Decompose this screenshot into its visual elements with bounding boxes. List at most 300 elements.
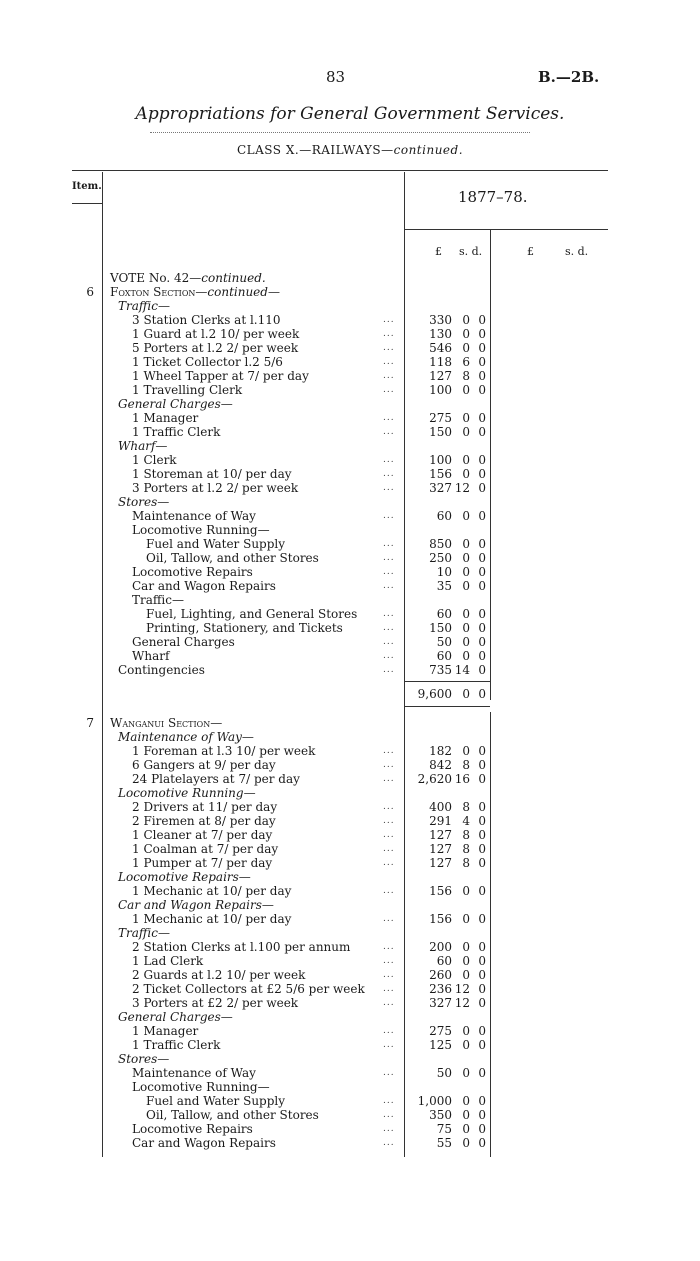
table-row — [0, 411, 700, 425]
row-description: Locomotive Running— — [132, 1080, 270, 1094]
table-row — [0, 649, 700, 663]
table-row — [0, 425, 700, 439]
item-header-rule — [72, 203, 102, 204]
amount-pence: 0 — [478, 814, 486, 828]
amount-shillings: 14 — [454, 663, 470, 677]
amount-shillings: 0 — [462, 607, 470, 621]
row-description: Fuel and Water Supply — [146, 537, 286, 551]
table-row — [0, 551, 700, 565]
amount-pounds: 182 — [429, 744, 452, 758]
amount-shillings: 0 — [462, 1024, 470, 1038]
table-row — [0, 313, 700, 327]
amount-pence: 0 — [478, 425, 486, 439]
amount-pounds: 150 — [429, 621, 452, 635]
amount-pounds: 200 — [429, 940, 452, 954]
table-row — [0, 1024, 700, 1038]
table-row — [0, 383, 700, 397]
row-description: 1 Storeman at 10/ per day — [132, 467, 292, 481]
leader-dots: ... — [383, 802, 395, 812]
table-row — [0, 1080, 700, 1094]
amount-pounds: 250 — [429, 551, 452, 565]
leader-dots: ... — [383, 760, 395, 770]
amount-shillings: 0 — [462, 912, 470, 926]
amount-pounds: 127 — [429, 842, 452, 856]
table-row — [0, 870, 700, 884]
leader-dots: ... — [383, 816, 395, 826]
table-row — [0, 1066, 700, 1080]
leader-dots: ... — [383, 1110, 395, 1120]
amount-shillings: 16 — [454, 772, 470, 786]
leader-dots: ... — [383, 315, 395, 325]
item-number: 7 — [86, 716, 94, 730]
leader-dots: ... — [383, 343, 395, 353]
table-row — [0, 1038, 700, 1052]
year-header-rule — [404, 229, 608, 230]
amount-pence: 0 — [478, 1024, 486, 1038]
leader-dots: ... — [383, 427, 395, 437]
amount-pence: 0 — [478, 758, 486, 772]
table-row — [0, 341, 700, 355]
amount-pounds: 60 — [436, 954, 452, 968]
amount-shillings: 0 — [462, 537, 470, 551]
leader-dots: ... — [383, 858, 395, 868]
row-description: 2 Station Clerks at l.100 per annum — [132, 940, 351, 954]
amount-shillings: 0 — [462, 649, 470, 663]
row-description: Traffic— — [132, 593, 184, 607]
amount-pounds: 350 — [429, 1108, 452, 1122]
row-description: 1 Travelling Clerk — [132, 383, 243, 397]
amount-shillings: 8 — [462, 828, 470, 842]
amount-pence: 0 — [478, 453, 486, 467]
table-row — [0, 954, 700, 968]
row-description: 1 Wheel Tapper at 7/ per day — [132, 369, 309, 383]
row-description: Foxton Section—continued— — [110, 285, 280, 299]
row-description: 24 Platelayers at 7/ per day — [132, 772, 300, 786]
leader-dots: ... — [383, 914, 395, 924]
table-row — [0, 1108, 700, 1122]
table-row — [0, 271, 700, 285]
amount-pounds: 127 — [429, 856, 452, 870]
leader-dots: ... — [383, 746, 395, 756]
amount-pence: 0 — [478, 1038, 486, 1052]
table-row — [0, 523, 700, 537]
document-reference: B.—2B. — [538, 68, 600, 86]
table-row — [0, 509, 700, 523]
amount-pounds: 100 — [429, 453, 452, 467]
table-row — [0, 537, 700, 551]
row-description: Contingencies — [118, 663, 205, 677]
amount-pounds: 127 — [429, 369, 452, 383]
row-description: Stores— — [118, 1052, 170, 1066]
amount-pounds: 125 — [429, 1038, 452, 1052]
table-row — [0, 663, 700, 677]
amount-shillings: 0 — [462, 1038, 470, 1052]
amount-shillings: 0 — [462, 425, 470, 439]
amount-pence: 0 — [478, 828, 486, 842]
amount-shillings: 0 — [462, 467, 470, 481]
amount-pounds: 156 — [429, 884, 452, 898]
amount-shillings: 0 — [462, 411, 470, 425]
amount-pence: 0 — [478, 327, 486, 341]
table-row — [0, 926, 700, 940]
row-description: Locomotive Repairs — [132, 565, 253, 579]
table-row — [0, 898, 700, 912]
row-description: 2 Firemen at 8/ per day — [132, 814, 276, 828]
amount-pounds: 275 — [429, 1024, 452, 1038]
table-row — [0, 299, 700, 313]
amount-shillings: 8 — [462, 800, 470, 814]
amount-pence: 0 — [478, 579, 486, 593]
amount-pence: 0 — [478, 635, 486, 649]
row-description: 1 Lad Clerk — [132, 954, 204, 968]
amount-shillings: 0 — [462, 1122, 470, 1136]
amount-shillings: 4 — [462, 814, 470, 828]
amount-shillings: 8 — [462, 369, 470, 383]
amount-pounds: 2,620 — [417, 772, 452, 786]
amount-pounds: 150 — [429, 425, 452, 439]
row-description: 2 Drivers at 11/ per day — [132, 800, 278, 814]
leader-dots: ... — [383, 942, 395, 952]
leader-dots: ... — [383, 637, 395, 647]
amount-shillings: 0 — [462, 453, 470, 467]
amount-shillings: 0 — [462, 884, 470, 898]
amount-shillings: 0 — [462, 687, 470, 701]
row-description: Fuel, Lighting, and General Stores — [146, 607, 358, 621]
row-description: Wharf— — [118, 439, 168, 453]
amount-pounds: 156 — [429, 467, 452, 481]
row-description: Locomotive Running— — [132, 523, 270, 537]
row-description: 1 Coalman at 7/ per day — [132, 842, 279, 856]
amount-pence: 0 — [478, 551, 486, 565]
table-row — [0, 687, 700, 701]
leader-dots: ... — [383, 371, 395, 381]
amount-shillings: 0 — [462, 968, 470, 982]
leader-dots: ... — [383, 956, 395, 966]
amount-pence: 0 — [478, 687, 486, 701]
row-description: 2 Ticket Collectors at £2 5/6 per week — [132, 982, 365, 996]
amount-pence: 0 — [478, 565, 486, 579]
table-row — [0, 1052, 700, 1066]
amount-pounds: 400 — [429, 800, 452, 814]
row-description: 3 Porters at £2 2/ per week — [132, 996, 299, 1010]
table-row — [0, 621, 700, 635]
amount-pounds: 330 — [429, 313, 452, 327]
amount-pence: 0 — [478, 800, 486, 814]
table-row — [0, 635, 700, 649]
table-row — [0, 828, 700, 842]
row-description: 1 Clerk — [132, 453, 177, 467]
amount-pounds: 735 — [429, 663, 452, 677]
table-row — [0, 355, 700, 369]
amount-pence: 0 — [478, 509, 486, 523]
amount-shillings: 0 — [462, 940, 470, 954]
amount-pounds: 327 — [429, 996, 452, 1010]
table-row — [0, 453, 700, 467]
amount-pence: 0 — [478, 355, 486, 369]
amount-pence: 0 — [478, 537, 486, 551]
table-row — [0, 481, 700, 495]
amount-pounds: 236 — [429, 982, 452, 996]
leader-dots: ... — [383, 774, 395, 784]
table-row — [0, 495, 700, 509]
row-description: Car and Wagon Repairs — [132, 579, 276, 593]
leader-dots: ... — [383, 483, 395, 493]
table-row — [0, 1094, 700, 1108]
row-description: Maintenance of Way — [132, 1066, 256, 1080]
leader-dots: ... — [383, 1124, 395, 1134]
amount-pounds: 60 — [436, 649, 452, 663]
amount-pounds: 75 — [436, 1122, 452, 1136]
amount-pence: 0 — [478, 1066, 486, 1080]
row-description: General Charges— — [118, 1010, 233, 1024]
amount-shillings: 12 — [454, 481, 470, 495]
amount-pence: 0 — [478, 1122, 486, 1136]
amount-pounds: 842 — [429, 758, 452, 772]
amount-shillings: 0 — [462, 383, 470, 397]
leader-dots: ... — [383, 567, 395, 577]
table-row — [0, 593, 700, 607]
table-row — [0, 565, 700, 579]
leader-dots: ... — [383, 539, 395, 549]
table-row — [0, 1136, 700, 1150]
table-row — [0, 1010, 700, 1024]
table-row — [0, 800, 700, 814]
leader-dots: ... — [383, 329, 395, 339]
amount-pounds: 10 — [436, 565, 452, 579]
page-title: Appropriations for General Government Services. — [135, 104, 565, 124]
row-description: Car and Wagon Repairs— — [118, 898, 274, 912]
amount-pence: 0 — [478, 663, 486, 677]
amount-shillings: 0 — [462, 509, 470, 523]
amount-pounds: 35 — [436, 579, 452, 593]
table-row — [0, 1122, 700, 1136]
row-description: General Charges— — [118, 397, 233, 411]
row-description: 6 Gangers at 9/ per day — [132, 758, 276, 772]
table-row — [0, 912, 700, 926]
amount-shillings: 12 — [454, 982, 470, 996]
sd-header-1: s. d. — [459, 245, 483, 258]
table-row — [0, 579, 700, 593]
leader-dots: ... — [383, 886, 395, 896]
amount-pounds: 60 — [436, 607, 452, 621]
leader-dots: ... — [383, 1096, 395, 1106]
leader-dots: ... — [383, 511, 395, 521]
amount-pence: 0 — [478, 649, 486, 663]
row-description: 5 Porters at l.2 2/ per week — [132, 341, 299, 355]
row-description: 3 Station Clerks at l.110 — [132, 313, 281, 327]
leader-dots: ... — [383, 830, 395, 840]
pound-header-1: £ — [435, 245, 442, 258]
item-number: 6 — [86, 285, 94, 299]
page-number: 83 — [326, 68, 346, 86]
row-description: Locomotive Running— — [118, 786, 256, 800]
class-title-suffix: continued. — [393, 143, 464, 157]
amount-pence: 0 — [478, 954, 486, 968]
table-row — [0, 716, 700, 730]
row-description: Locomotive Repairs — [132, 1122, 253, 1136]
leader-dots: ... — [383, 469, 395, 479]
amount-pence: 0 — [478, 856, 486, 870]
amount-shillings: 0 — [462, 1108, 470, 1122]
amount-pence: 0 — [478, 884, 486, 898]
amount-shillings: 0 — [462, 327, 470, 341]
table-row — [0, 730, 700, 744]
amount-pounds: 260 — [429, 968, 452, 982]
amount-pounds: 156 — [429, 912, 452, 926]
table-row — [0, 772, 700, 786]
amount-pence: 0 — [478, 411, 486, 425]
amount-pence: 0 — [478, 467, 486, 481]
item-column-header: Item. — [72, 181, 102, 192]
amount-pence: 0 — [478, 982, 486, 996]
leader-dots: ... — [383, 998, 395, 1008]
amount-shillings: 0 — [462, 565, 470, 579]
leader-dots: ... — [383, 844, 395, 854]
leader-dots: ... — [383, 1026, 395, 1036]
amount-pounds: 291 — [429, 814, 452, 828]
amount-shillings: 0 — [462, 313, 470, 327]
table-row — [0, 758, 700, 772]
amount-pence: 0 — [478, 968, 486, 982]
table-row — [0, 982, 700, 996]
row-description: VOTE No. 42—continued. — [110, 271, 266, 285]
amount-shillings: 0 — [462, 744, 470, 758]
leader-dots: ... — [383, 581, 395, 591]
leader-dots: ... — [383, 609, 395, 619]
leader-dots: ... — [383, 623, 395, 633]
row-description: Wanganui Section— — [110, 716, 223, 730]
leader-dots: ... — [383, 1138, 395, 1148]
row-description: 1 Pumper at 7/ per day — [132, 856, 273, 870]
row-description: 1 Mechanic at 10/ per day — [132, 912, 292, 926]
leader-dots: ... — [383, 357, 395, 367]
row-description: Traffic— — [118, 926, 170, 940]
amount-shillings: 8 — [462, 758, 470, 772]
table-row — [0, 467, 700, 481]
leader-dots: ... — [383, 553, 395, 563]
year-header: 1877–78. — [458, 188, 528, 206]
row-description: 1 Guard at l.2 10/ per week — [132, 327, 300, 341]
amount-shillings: 8 — [462, 856, 470, 870]
row-description: 2 Guards at l.2 10/ per week — [132, 968, 306, 982]
amount-shillings: 0 — [462, 621, 470, 635]
title-separator — [150, 132, 530, 133]
row-description: Car and Wagon Repairs — [132, 1136, 276, 1150]
table-row — [0, 940, 700, 954]
amount-pounds: 9,600 — [417, 687, 452, 701]
amount-pounds: 1,000 — [417, 1094, 452, 1108]
amount-pence: 0 — [478, 313, 486, 327]
amount-pence: 0 — [478, 744, 486, 758]
table-row — [0, 856, 700, 870]
amount-pence: 0 — [478, 607, 486, 621]
leader-dots: ... — [383, 651, 395, 661]
table-row — [0, 786, 700, 800]
row-description: 3 Porters at l.2 2/ per week — [132, 481, 299, 495]
row-description: Maintenance of Way— — [118, 730, 254, 744]
row-description: Wharf — [132, 649, 170, 663]
row-description: Oil, Tallow, and other Stores — [146, 1108, 319, 1122]
amount-pounds: 50 — [436, 1066, 452, 1080]
table-row — [0, 842, 700, 856]
row-description: Maintenance of Way — [132, 509, 256, 523]
amount-pence: 0 — [478, 1094, 486, 1108]
table-row — [0, 607, 700, 621]
amount-shillings: 0 — [462, 1136, 470, 1150]
amount-shillings: 0 — [462, 551, 470, 565]
amount-pence: 0 — [478, 940, 486, 954]
amount-pounds: 850 — [429, 537, 452, 551]
leader-dots: ... — [383, 984, 395, 994]
amount-pence: 0 — [478, 772, 486, 786]
row-description: 1 Manager — [132, 1024, 199, 1038]
leader-dots: ... — [383, 1040, 395, 1050]
amount-pence: 0 — [478, 621, 486, 635]
class-title — [0, 143, 700, 157]
table-row — [0, 814, 700, 828]
pound-header-2: £ — [527, 245, 534, 258]
class-title-main: CLASS X.—RAILWAYS— — [236, 143, 394, 157]
row-description: 1 Ticket Collector l.2 5/6 — [132, 355, 283, 369]
amount-pounds: 546 — [429, 341, 452, 355]
row-description: 1 Traffic Clerk — [132, 1038, 221, 1052]
amount-shillings: 8 — [462, 842, 470, 856]
leader-dots: ... — [383, 665, 395, 675]
amount-pence: 0 — [478, 996, 486, 1010]
row-description: 1 Foreman at l.3 10/ per week — [132, 744, 316, 758]
row-description: Printing, Stationery, and Tickets — [146, 621, 343, 635]
table-row — [0, 996, 700, 1010]
amount-pounds: 127 — [429, 828, 452, 842]
row-description: Locomotive Repairs— — [118, 870, 251, 884]
leader-dots: ... — [383, 413, 395, 423]
leader-dots: ... — [383, 385, 395, 395]
amount-pence: 0 — [478, 912, 486, 926]
row-description: General Charges — [132, 635, 235, 649]
amount-pence: 0 — [478, 1108, 486, 1122]
row-description: 1 Traffic Clerk — [132, 425, 221, 439]
amount-pounds: 118 — [429, 355, 452, 369]
table-row — [0, 369, 700, 383]
table-row — [0, 439, 700, 453]
leader-dots: ... — [383, 455, 395, 465]
table-row — [0, 884, 700, 898]
amount-shillings: 12 — [454, 996, 470, 1010]
amount-pounds: 50 — [436, 635, 452, 649]
amount-pounds: 130 — [429, 327, 452, 341]
amount-pence: 0 — [478, 369, 486, 383]
row-description: Fuel and Water Supply — [146, 1094, 286, 1108]
table-row — [0, 744, 700, 758]
sd-header-2: s. d. — [565, 245, 589, 258]
row-description: Traffic— — [118, 299, 170, 313]
table-row — [0, 285, 700, 299]
row-description: Oil, Tallow, and other Stores — [146, 551, 319, 565]
amount-pence: 0 — [478, 842, 486, 856]
row-description: 1 Mechanic at 10/ per day — [132, 884, 292, 898]
amount-pence: 0 — [478, 481, 486, 495]
amount-shillings: 6 — [462, 355, 470, 369]
amount-pence: 0 — [478, 341, 486, 355]
amount-pounds: 100 — [429, 383, 452, 397]
amount-pounds: 55 — [436, 1136, 452, 1150]
amount-pounds: 60 — [436, 509, 452, 523]
amount-shillings: 0 — [462, 341, 470, 355]
table-top-rule — [72, 170, 608, 171]
amount-shillings: 0 — [462, 1094, 470, 1108]
amount-shillings: 0 — [462, 579, 470, 593]
amount-pence: 0 — [478, 1136, 486, 1150]
